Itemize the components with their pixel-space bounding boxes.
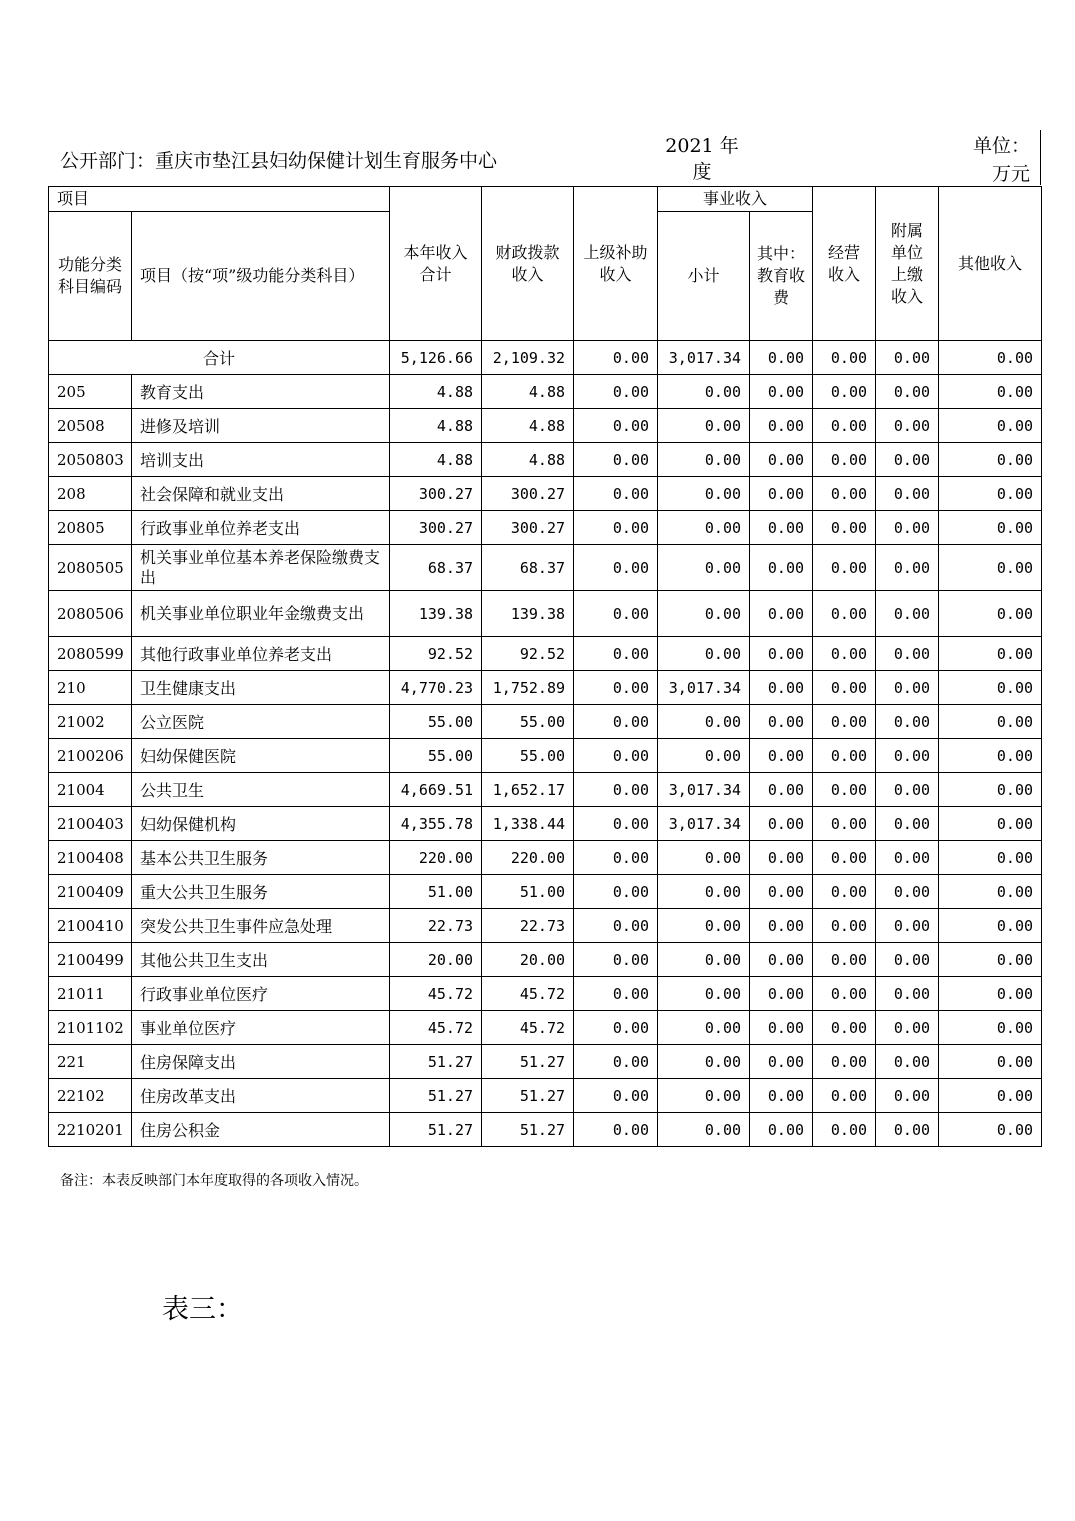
cell-career: 0.00: [658, 1113, 750, 1147]
cell-other: 0.00: [939, 875, 1042, 909]
cell-code: 2100206: [49, 739, 132, 773]
cell-other: 0.00: [939, 375, 1042, 409]
cell-fiscal: 139.38: [482, 591, 574, 637]
cell-name: 重大公共卫生服务: [132, 875, 390, 909]
cell-code: 21004: [49, 773, 132, 807]
cell-affiliated: 0.00: [876, 943, 939, 977]
cell-subsidy: 0.00: [574, 591, 658, 637]
cell-total: 45.72: [390, 977, 482, 1011]
cell-business: 0.00: [813, 909, 876, 943]
table-row: [49, 671, 1042, 705]
cell-career-edu: 0.00: [750, 875, 813, 909]
cell-career-edu: 0.00: [750, 943, 813, 977]
year-label: [658, 133, 746, 185]
cell-career-edu: 0.00: [750, 1079, 813, 1113]
cell-affiliated: 0.00: [876, 875, 939, 909]
cell-fiscal: 51.27: [482, 1045, 574, 1079]
cell-name: 其他公共卫生支出: [132, 943, 390, 977]
cell-total: 51.00: [390, 875, 482, 909]
cell-career: 0.00: [658, 443, 750, 477]
cell-total: 5,126.66: [390, 341, 482, 375]
cell-career: 0.00: [658, 477, 750, 511]
cell-name: 事业单位医疗: [132, 1011, 390, 1045]
cell-career-edu: 0.00: [750, 1045, 813, 1079]
cell-affiliated: 0.00: [876, 739, 939, 773]
cell-affiliated: 0.00: [876, 977, 939, 1011]
cell-code: 2050803: [49, 443, 132, 477]
cell-code: 2100410: [49, 909, 132, 943]
cell-other: 0.00: [939, 1113, 1042, 1147]
cell-business: 0.00: [813, 545, 876, 591]
header-fiscal: 财政拨款收入: [482, 187, 574, 341]
cell-business: 0.00: [813, 807, 876, 841]
cell-other: 0.00: [939, 909, 1042, 943]
cell-other: 0.00: [939, 637, 1042, 671]
cell-code: 2080599: [49, 637, 132, 671]
cell-other: 0.00: [939, 443, 1042, 477]
cell-code: 22102: [49, 1079, 132, 1113]
cell-other: 0.00: [939, 1079, 1042, 1113]
table-row: [49, 705, 1042, 739]
table-row: [49, 739, 1042, 773]
cell-career-edu: 0.00: [750, 409, 813, 443]
cell-career: 0.00: [658, 909, 750, 943]
cell-career-edu: 0.00: [750, 841, 813, 875]
table-row: [49, 1011, 1042, 1045]
cell-total: 20.00: [390, 943, 482, 977]
table-row: [49, 773, 1042, 807]
footnote: 备注：本表反映部门本年度取得的各项收入情况。: [60, 1173, 368, 1189]
cell-total: 4.88: [390, 443, 482, 477]
header-career-edu: 其中：教育收费: [750, 212, 813, 341]
cell-code: 2080506: [49, 591, 132, 637]
cell-subsidy: 0.00: [574, 875, 658, 909]
header-project: 项目: [49, 187, 390, 212]
cell-name: 突发公共卫生事件应急处理: [132, 909, 390, 943]
cell-career: 3,017.34: [658, 671, 750, 705]
cell-career-edu: 0.00: [750, 671, 813, 705]
header-business: 经营收入: [813, 187, 876, 341]
cell-career: 0.00: [658, 1079, 750, 1113]
cell-career-edu: 0.00: [750, 477, 813, 511]
cell-name: 住房公积金: [132, 1113, 390, 1147]
cell-subsidy: 0.00: [574, 341, 658, 375]
table-row: [49, 909, 1042, 943]
cell-affiliated: 0.00: [876, 477, 939, 511]
cell-other: 0.00: [939, 409, 1042, 443]
cell-code: 2210201: [49, 1113, 132, 1147]
cell-business: 0.00: [813, 1079, 876, 1113]
cell-other: 0.00: [939, 943, 1042, 977]
cell-affiliated: 0.00: [876, 545, 939, 591]
table-row: [49, 375, 1042, 409]
cell-fiscal: 55.00: [482, 739, 574, 773]
cell-name: 机关事业单位基本养老保险缴费支出: [132, 545, 390, 591]
cell-name: 行政事业单位养老支出: [132, 511, 390, 545]
cell-business: 0.00: [813, 739, 876, 773]
cell-career: 0.00: [658, 739, 750, 773]
header-code: 功能分类科目编码: [49, 212, 132, 341]
cell-business: 0.00: [813, 841, 876, 875]
table-row: [49, 477, 1042, 511]
cell-career-edu: 0.00: [750, 773, 813, 807]
cell-fiscal: 300.27: [482, 477, 574, 511]
year-line-1: 2021 年: [665, 135, 739, 157]
year-line-2: 度: [692, 161, 712, 183]
cell-subsidy: 0.00: [574, 1045, 658, 1079]
cell-fiscal: 4.88: [482, 443, 574, 477]
cell-fiscal: 55.00: [482, 705, 574, 739]
cell-career: 3,017.34: [658, 807, 750, 841]
cell-other: 0.00: [939, 671, 1042, 705]
cell-code: 2100499: [49, 943, 132, 977]
cell-total: 4,355.78: [390, 807, 482, 841]
cell-code: 210: [49, 671, 132, 705]
cell-subsidy: 0.00: [574, 477, 658, 511]
cell-total: 51.27: [390, 1045, 482, 1079]
cell-affiliated: 0.00: [876, 443, 939, 477]
cell-name: 进修及培训: [132, 409, 390, 443]
cell-name: 妇幼保健医院: [132, 739, 390, 773]
unit-line-2: 万元: [991, 163, 1030, 185]
cell-affiliated: 0.00: [876, 807, 939, 841]
cell-total: 22.73: [390, 909, 482, 943]
cell-total: 45.72: [390, 1011, 482, 1045]
cell-career: 0.00: [658, 637, 750, 671]
cell-career: 0.00: [658, 705, 750, 739]
cell-code: 205: [49, 375, 132, 409]
cell-subsidy: 0.00: [574, 773, 658, 807]
cell-career: 0.00: [658, 977, 750, 1011]
cell-name: 妇幼保健机构: [132, 807, 390, 841]
cell-affiliated: 0.00: [876, 637, 939, 671]
cell-affiliated: 0.00: [876, 705, 939, 739]
department-title: 公开部门：重庆市垫江县妇幼保健计划生育服务中心: [60, 150, 498, 172]
cell-business: 0.00: [813, 637, 876, 671]
cell-fiscal: 220.00: [482, 841, 574, 875]
cell-other: 0.00: [939, 591, 1042, 637]
cell-fiscal: 300.27: [482, 511, 574, 545]
cell-fiscal: 1,752.89: [482, 671, 574, 705]
cell-affiliated: 0.00: [876, 511, 939, 545]
header-career-subtotal: 小计: [658, 212, 750, 341]
cell-name: 行政事业单位医疗: [132, 977, 390, 1011]
cell-subsidy: 0.00: [574, 1011, 658, 1045]
header-career: 事业收入: [658, 187, 813, 212]
cell-business: 0.00: [813, 977, 876, 1011]
cell-affiliated: 0.00: [876, 409, 939, 443]
cell-fiscal: 2,109.32: [482, 341, 574, 375]
cell-career-edu: 0.00: [750, 977, 813, 1011]
table-row: [49, 637, 1042, 671]
cell-name: 培训支出: [132, 443, 390, 477]
cell-career-edu: 0.00: [750, 807, 813, 841]
cell-code: 2100409: [49, 875, 132, 909]
cell-business: 0.00: [813, 511, 876, 545]
cell-career: 0.00: [658, 1011, 750, 1045]
cell-name: 基本公共卫生服务: [132, 841, 390, 875]
cell-other: 0.00: [939, 705, 1042, 739]
cell-code: 2100408: [49, 841, 132, 875]
cell-code: 2080505: [49, 545, 132, 591]
unit-line-1: 单位：: [972, 135, 1030, 157]
cell-subsidy: 0.00: [574, 545, 658, 591]
cell-subsidy: 0.00: [574, 1079, 658, 1113]
cell-total: 300.27: [390, 511, 482, 545]
cell-career-edu: 0.00: [750, 443, 813, 477]
cell-career: 3,017.34: [658, 341, 750, 375]
cell-other: 0.00: [939, 1045, 1042, 1079]
cell-career: 0.00: [658, 511, 750, 545]
cell-fiscal: 45.72: [482, 977, 574, 1011]
table-row: [49, 1113, 1042, 1147]
cell-career: 0.00: [658, 375, 750, 409]
cell-career-edu: 0.00: [750, 739, 813, 773]
cell-code: 2101102: [49, 1011, 132, 1045]
unit-label: [948, 132, 1030, 188]
cell-subsidy: 0.00: [574, 739, 658, 773]
cell-other: 0.00: [939, 545, 1042, 591]
cell-career-edu: 0.00: [750, 511, 813, 545]
cell-name: 机关事业单位职业年金缴费支出: [132, 591, 390, 637]
cell-fiscal: 51.27: [482, 1113, 574, 1147]
cell-code: 21002: [49, 705, 132, 739]
cell-name: 社会保障和就业支出: [132, 477, 390, 511]
table-row: [49, 409, 1042, 443]
cell-fiscal: 1,338.44: [482, 807, 574, 841]
cell-career-edu: 0.00: [750, 545, 813, 591]
cell-affiliated: 0.00: [876, 591, 939, 637]
cell-affiliated: 0.00: [876, 375, 939, 409]
header-name: 项目（按“项”级功能分类科目）: [132, 212, 390, 341]
header-affiliated: 附属单位上缴收入: [876, 187, 939, 341]
cell-subsidy: 0.00: [574, 637, 658, 671]
cell-other: 0.00: [939, 841, 1042, 875]
total-label: 合计: [49, 341, 390, 375]
cell-total: 220.00: [390, 841, 482, 875]
cell-affiliated: 0.00: [876, 841, 939, 875]
cell-business: 0.00: [813, 375, 876, 409]
cell-code: 21011: [49, 977, 132, 1011]
cell-other: 0.00: [939, 807, 1042, 841]
cell-career: 0.00: [658, 545, 750, 591]
cell-business: 0.00: [813, 409, 876, 443]
cell-career: 0.00: [658, 591, 750, 637]
cell-subsidy: 0.00: [574, 1113, 658, 1147]
cell-fiscal: 45.72: [482, 1011, 574, 1045]
table-row: [49, 1079, 1042, 1113]
header-total: 本年收入合计: [390, 187, 482, 341]
table-row: [49, 511, 1042, 545]
cell-total: 300.27: [390, 477, 482, 511]
cell-career: 3,017.34: [658, 773, 750, 807]
cell-fiscal: 92.52: [482, 637, 574, 671]
cell-affiliated: 0.00: [876, 1011, 939, 1045]
cell-subsidy: 0.00: [574, 443, 658, 477]
cell-affiliated: 0.00: [876, 1045, 939, 1079]
table-row: [49, 591, 1042, 637]
cell-business: 0.00: [813, 1113, 876, 1147]
table-row-total: [49, 341, 1042, 375]
cell-subsidy: 0.00: [574, 807, 658, 841]
cell-subsidy: 0.00: [574, 841, 658, 875]
cell-total: 4,669.51: [390, 773, 482, 807]
table-row: [49, 875, 1042, 909]
cell-business: 0.00: [813, 705, 876, 739]
cell-affiliated: 0.00: [876, 341, 939, 375]
cell-total: 4.88: [390, 409, 482, 443]
table-row: [49, 841, 1042, 875]
cell-subsidy: 0.00: [574, 705, 658, 739]
cell-code: 221: [49, 1045, 132, 1079]
cell-total: 51.27: [390, 1113, 482, 1147]
header-subsidy: 上级补助收入: [574, 187, 658, 341]
cell-business: 0.00: [813, 671, 876, 705]
cell-business: 0.00: [813, 591, 876, 637]
cell-subsidy: 0.00: [574, 977, 658, 1011]
table-row: [49, 807, 1042, 841]
cell-fiscal: 20.00: [482, 943, 574, 977]
cell-subsidy: 0.00: [574, 943, 658, 977]
cell-name: 公共卫生: [132, 773, 390, 807]
cell-career-edu: 0.00: [750, 637, 813, 671]
cell-code: 20805: [49, 511, 132, 545]
cell-affiliated: 0.00: [876, 671, 939, 705]
cell-total: 92.52: [390, 637, 482, 671]
cell-name: 卫生健康支出: [132, 671, 390, 705]
cell-total: 55.00: [390, 739, 482, 773]
cell-career-edu: 0.00: [750, 1011, 813, 1045]
cell-career-edu: 0.00: [750, 375, 813, 409]
cell-other: 0.00: [939, 341, 1042, 375]
cell-business: 0.00: [813, 341, 876, 375]
table-row: [49, 943, 1042, 977]
cell-total: 139.38: [390, 591, 482, 637]
cell-code: 208: [49, 477, 132, 511]
table-row: [49, 1045, 1042, 1079]
section-title: 表三：: [162, 1294, 243, 1325]
cell-fiscal: 51.27: [482, 1079, 574, 1113]
cell-career: 0.00: [658, 841, 750, 875]
cell-other: 0.00: [939, 739, 1042, 773]
cell-business: 0.00: [813, 443, 876, 477]
header-other: 其他收入: [939, 187, 1042, 341]
cell-total: 68.37: [390, 545, 482, 591]
cell-business: 0.00: [813, 773, 876, 807]
cell-career: 0.00: [658, 409, 750, 443]
cell-career: 0.00: [658, 1045, 750, 1079]
cell-business: 0.00: [813, 1011, 876, 1045]
cell-affiliated: 0.00: [876, 773, 939, 807]
cell-total: 51.27: [390, 1079, 482, 1113]
cell-subsidy: 0.00: [574, 671, 658, 705]
cell-business: 0.00: [813, 943, 876, 977]
cell-career-edu: 0.00: [750, 1113, 813, 1147]
cell-subsidy: 0.00: [574, 909, 658, 943]
cell-total: 55.00: [390, 705, 482, 739]
table-row: [49, 443, 1042, 477]
cell-other: 0.00: [939, 977, 1042, 1011]
cell-affiliated: 0.00: [876, 909, 939, 943]
cell-career: 0.00: [658, 943, 750, 977]
cell-subsidy: 0.00: [574, 409, 658, 443]
cell-career-edu: 0.00: [750, 341, 813, 375]
cell-career-edu: 0.00: [750, 705, 813, 739]
cell-fiscal: 68.37: [482, 545, 574, 591]
cell-fiscal: 22.73: [482, 909, 574, 943]
cell-name: 住房改革支出: [132, 1079, 390, 1113]
cell-name: 公立医院: [132, 705, 390, 739]
cell-subsidy: 0.00: [574, 511, 658, 545]
cell-other: 0.00: [939, 1011, 1042, 1045]
cell-affiliated: 0.00: [876, 1113, 939, 1147]
cell-fiscal: 1,652.17: [482, 773, 574, 807]
cell-code: 20508: [49, 409, 132, 443]
cell-business: 0.00: [813, 477, 876, 511]
income-table: [48, 186, 1042, 1147]
cell-business: 0.00: [813, 875, 876, 909]
cell-other: 0.00: [939, 511, 1042, 545]
cell-name: 其他行政事业单位养老支出: [132, 637, 390, 671]
cell-subsidy: 0.00: [574, 375, 658, 409]
table-row: [49, 977, 1042, 1011]
cell-career-edu: 0.00: [750, 591, 813, 637]
cell-career-edu: 0.00: [750, 909, 813, 943]
cell-fiscal: 4.88: [482, 375, 574, 409]
cell-affiliated: 0.00: [876, 1079, 939, 1113]
cell-fiscal: 4.88: [482, 409, 574, 443]
cell-other: 0.00: [939, 477, 1042, 511]
cell-name: 教育支出: [132, 375, 390, 409]
cell-total: 4,770.23: [390, 671, 482, 705]
cell-business: 0.00: [813, 1045, 876, 1079]
cell-code: 2100403: [49, 807, 132, 841]
cell-career: 0.00: [658, 875, 750, 909]
table-row: [49, 545, 1042, 591]
cell-total: 4.88: [390, 375, 482, 409]
cell-name: 住房保障支出: [132, 1045, 390, 1079]
header-divider: [1040, 130, 1041, 185]
cell-fiscal: 51.00: [482, 875, 574, 909]
cell-other: 0.00: [939, 773, 1042, 807]
